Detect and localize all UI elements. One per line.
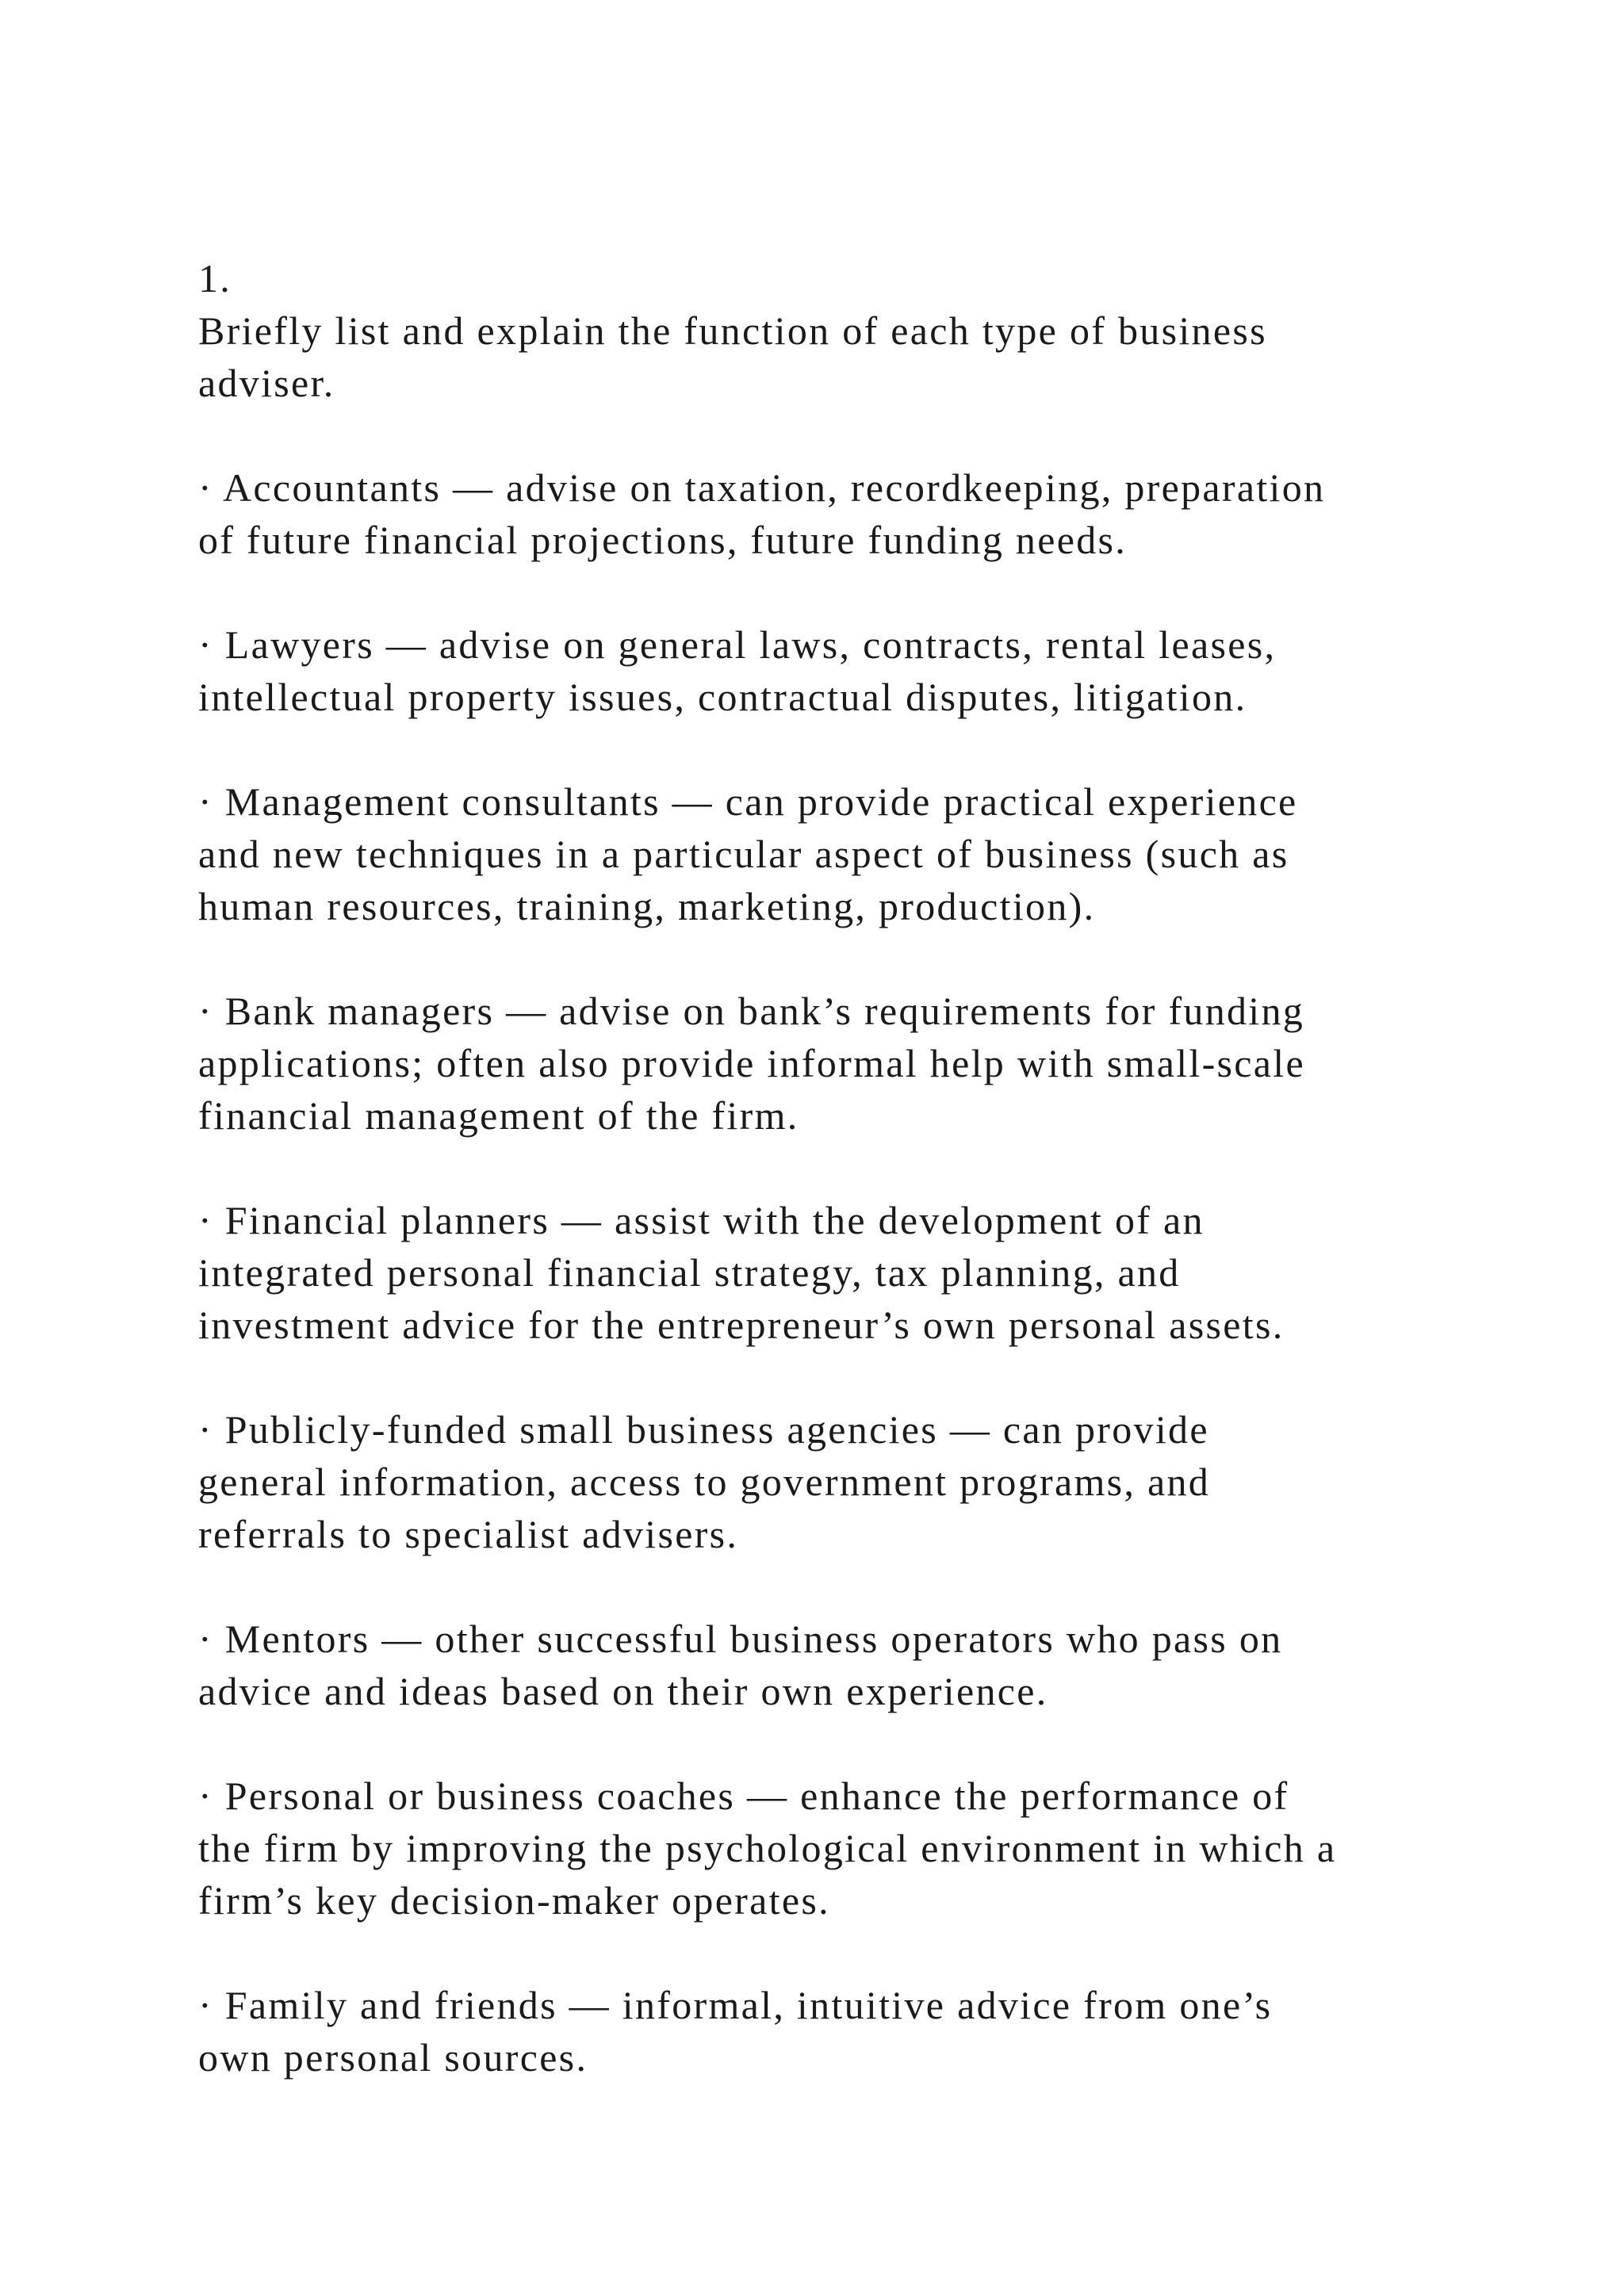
answer-line: advice and ideas based on their own experience.	[198, 1669, 1048, 1713]
paragraph-gap	[198, 409, 1499, 461]
answer-line: · Accountants — advise on taxation, recordkeeping, preparation	[198, 465, 1326, 510]
answer-line: referrals to specialist advisers.	[198, 1512, 739, 1556]
answer-line: own personal sources.	[198, 2035, 588, 2080]
answer-mentors	[198, 1613, 1499, 1717]
answer-line: human resources, training, marketing, production).	[198, 884, 1096, 928]
paragraph-gap	[198, 723, 1499, 775]
answer-line: of future financial projections, future funding needs.	[198, 518, 1128, 562]
answer-line: · Personal or business coaches — enhance the performance of	[198, 1774, 1289, 1818]
answer-line: · Financial planners — assist with the development of an	[198, 1198, 1205, 1242]
paragraph-gap	[198, 1717, 1499, 1770]
answer-line: and new techniques in a particular aspect of business (such as	[198, 832, 1289, 876]
paragraph-gap	[198, 1927, 1499, 1979]
paragraph-gap	[198, 1142, 1499, 1194]
answer-management-consultants	[198, 775, 1499, 932]
answer-small-business-agencies	[198, 1403, 1499, 1560]
answer-line: · Family and friends — informal, intuitive advice from one’s	[198, 1983, 1273, 2027]
paragraph-gap	[198, 1351, 1499, 1403]
answer-line: the firm by improving the psychological environment in which a	[198, 1826, 1337, 1870]
answer-line: · Management consultants — can provide practical experience	[198, 779, 1298, 824]
answer-accountants	[198, 461, 1499, 566]
question-prompt-line: adviser.	[198, 361, 335, 405]
paragraph-gap	[198, 932, 1499, 985]
answer-line: investment advice for the entrepreneur’s own personal assets.	[198, 1303, 1285, 1347]
answer-bank-managers	[198, 985, 1499, 1142]
answer-line: · Mentors — other successful business operators who pass on	[198, 1617, 1283, 1661]
document-body	[198, 252, 1499, 2084]
question-number: 1.	[198, 256, 232, 300]
answer-coaches	[198, 1770, 1499, 1927]
answer-line: · Publicly-funded small business agencies — can provide	[198, 1407, 1209, 1452]
paragraph-gap	[198, 1560, 1499, 1613]
answer-line: · Bank managers — advise on bank’s requirements for funding	[198, 989, 1305, 1033]
question-prompt-line: Briefly list and explain the function of each type of business	[198, 308, 1267, 353]
answer-line: firm’s key decision-maker operates.	[198, 1878, 830, 1923]
answer-family-and-friends	[198, 1979, 1499, 2084]
answer-line: · Lawyers — advise on general laws, contracts, rental leases,	[198, 622, 1277, 667]
answer-lawyers	[198, 618, 1499, 723]
answer-financial-planners	[198, 1194, 1499, 1351]
answer-line: general information, access to government programs, and	[198, 1460, 1211, 1504]
paragraph-gap	[198, 566, 1499, 618]
answer-line: applications; often also provide informal help with small-scale	[198, 1041, 1305, 1085]
answer-line: integrated personal financial strategy, tax planning, and	[198, 1250, 1181, 1295]
answer-line: financial management of the firm.	[198, 1093, 799, 1138]
answer-line: intellectual property issues, contractual disputes, litigation.	[198, 675, 1247, 719]
